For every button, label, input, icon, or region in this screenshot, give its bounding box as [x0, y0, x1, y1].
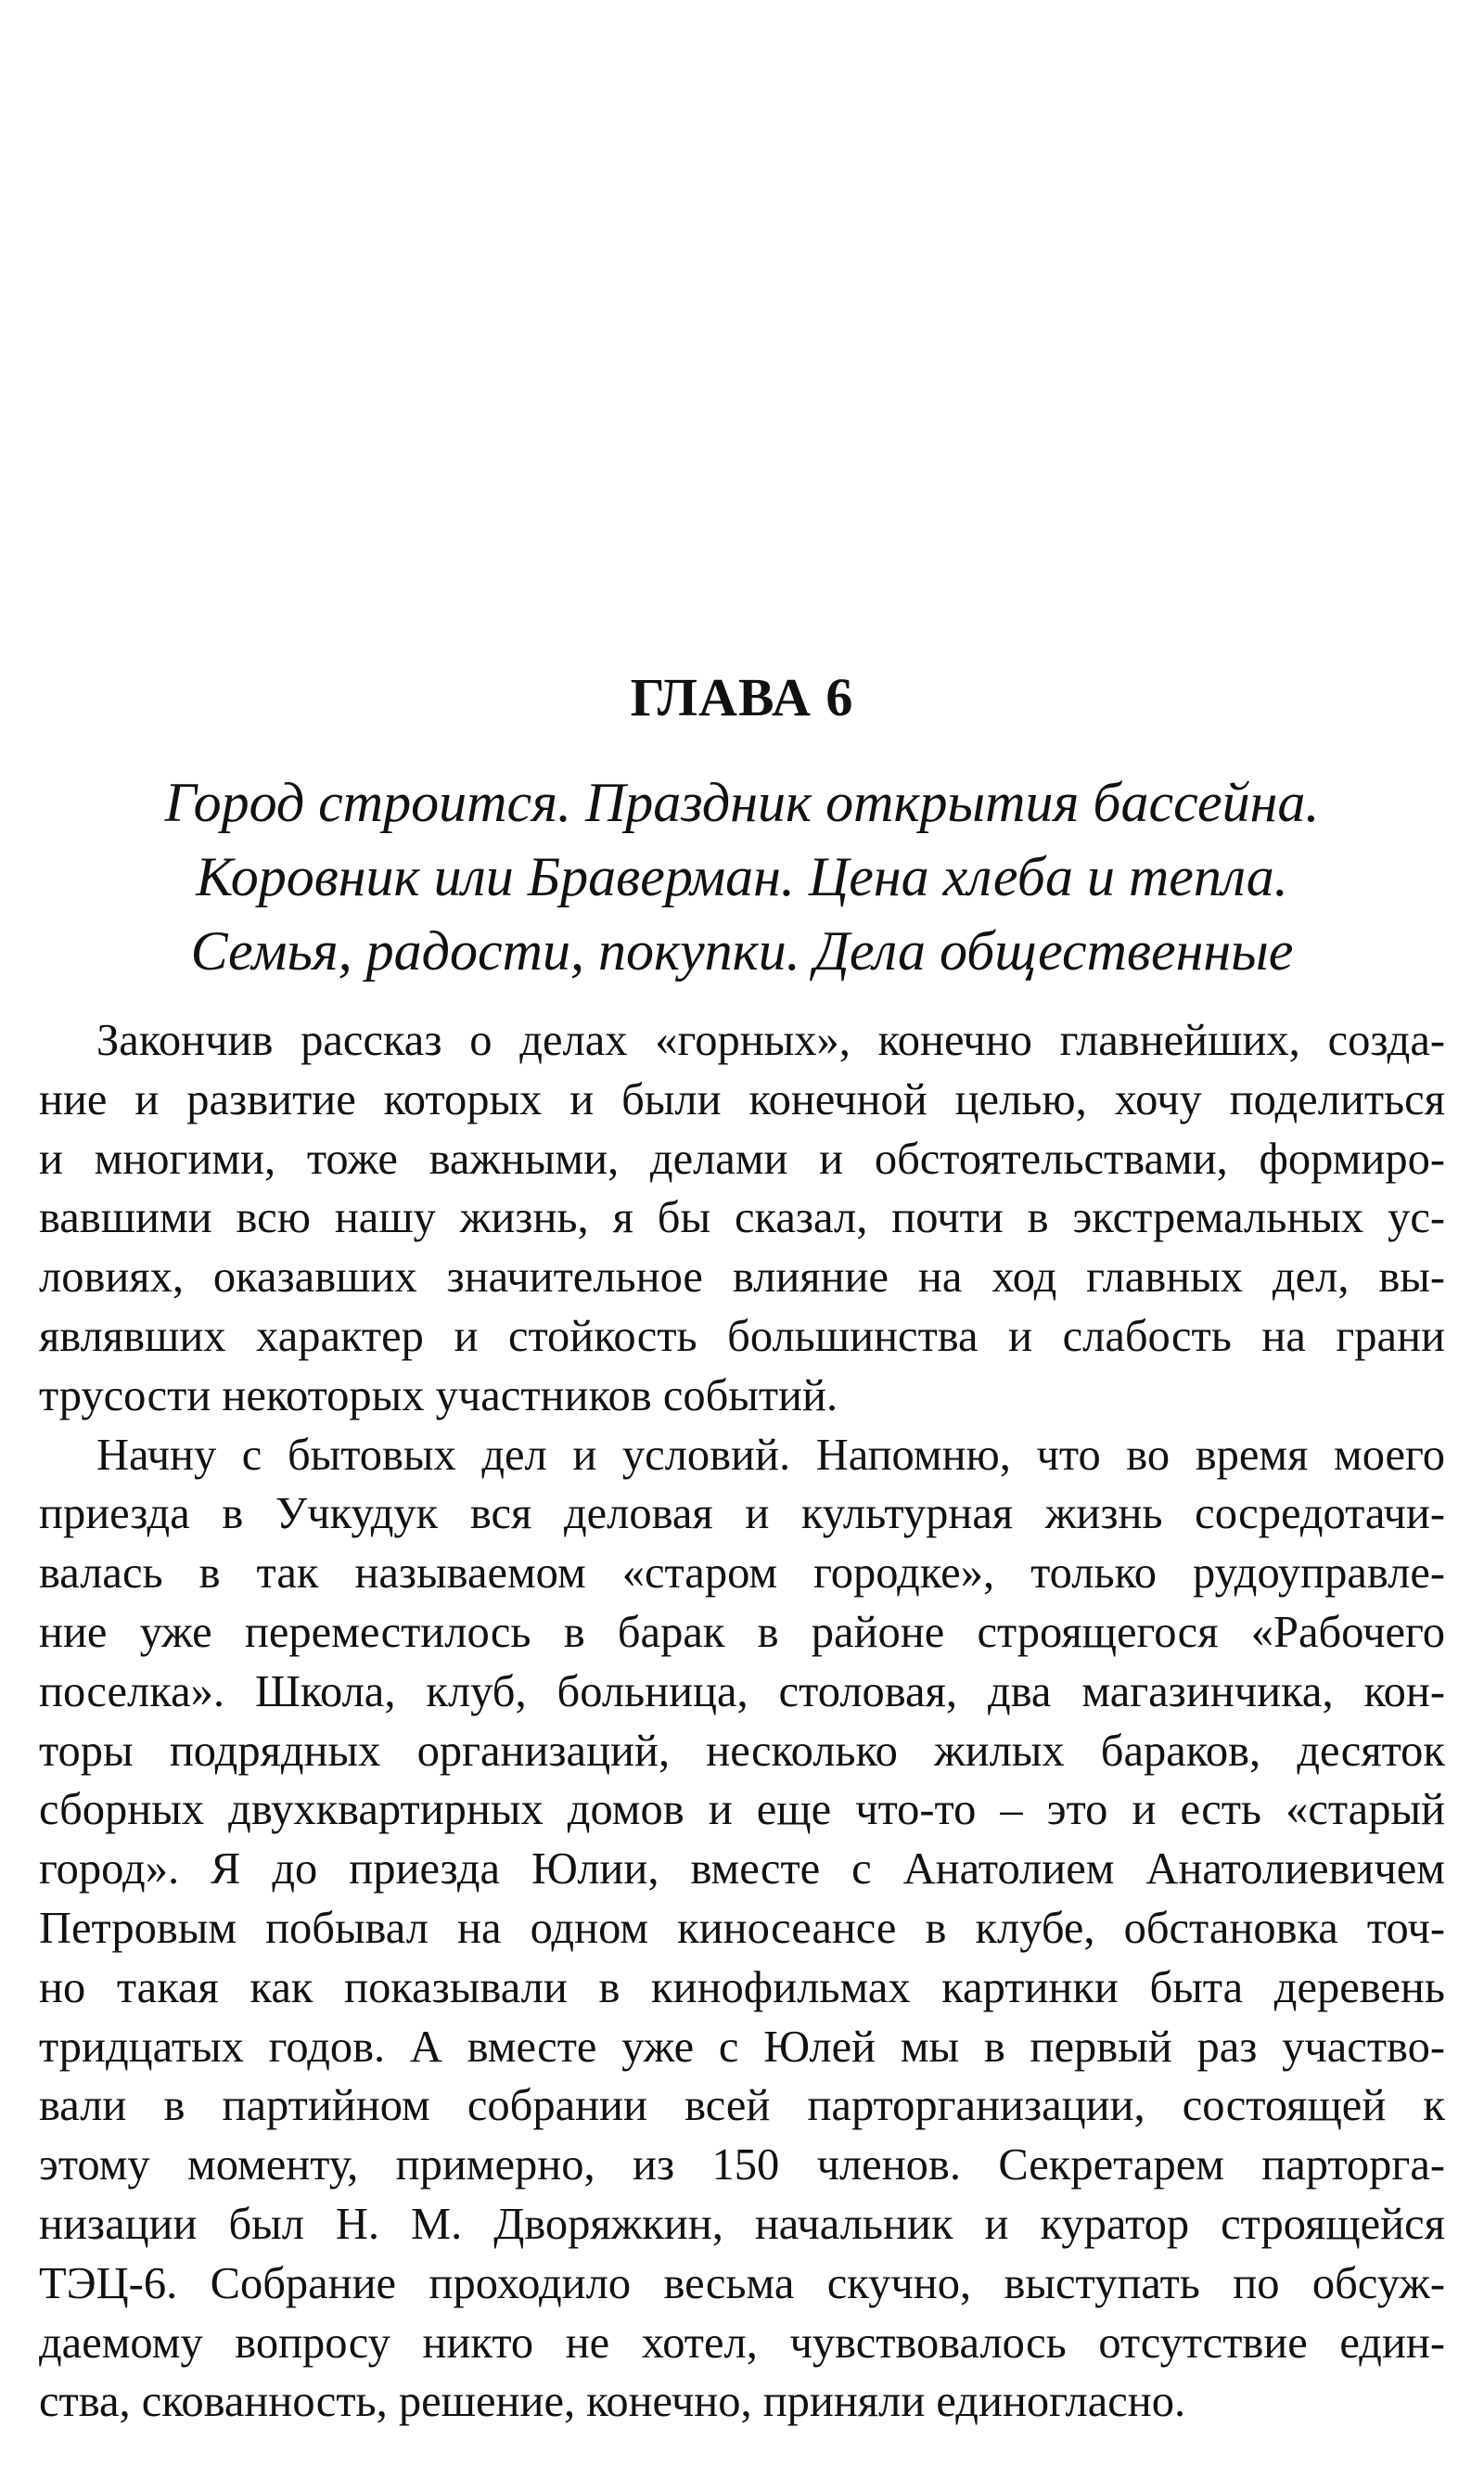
subtitle-line: Город строится. Праздник открытия бассейна.: [164, 772, 1320, 833]
text-line: этому моменту, примерно, из 150 членов. Секретарем парторга-: [39, 2140, 1445, 2190]
text-line: ние и развитие которых и были конечной целью, хочу поделиться: [39, 1074, 1445, 1124]
text-line: являвших характер и стойкость большинства и слабость на грани: [39, 1311, 1445, 1361]
text-line: ТЭЦ-6. Собрание проходило весьма скучно, выступать по обсуж-: [39, 2258, 1445, 2308]
text-line: трусости некоторых участников событий.: [39, 1370, 838, 1420]
text-line: ловиях, оказавших значительное влияние на ход главных дел, вы-: [39, 1252, 1445, 1303]
chapter-title: ГЛАВА 6: [630, 667, 854, 727]
text-line: Начну с бытовых дел и условий. Напомню, что во время моего: [96, 1430, 1445, 1480]
text-line: торы подрядных организаций, несколько жилых бараков, десяток: [39, 1726, 1445, 1776]
body-text: [39, 1011, 1445, 2432]
text-line: поселка». Школа, клуб, больница, столовая, два магазинчика, кон-: [39, 1666, 1445, 1716]
text-line: тридцатых годов. А вместе уже с Юлей мы в первый раз участво-: [39, 2022, 1445, 2072]
text-line: но такая как показывали в кинофильмах картинки быта деревень: [39, 1962, 1445, 2012]
text-line: низации был Н. М. Дворяжкин, начальник и куратор строящейся: [39, 2199, 1445, 2249]
text-line: ние уже переместилось в барак в районе строящегося «Рабочего: [39, 1607, 1445, 1657]
text-line: сборных двухквартирных домов и еще что-то – это и есть «старый: [39, 1785, 1445, 1835]
subtitle-line: Семья, радости, покупки. Дела общественные: [190, 920, 1294, 982]
text-line: Закончив рассказ о делах «горных», конечно главнейших, созда-: [96, 1016, 1445, 1065]
text-line: и многими, тоже важными, делами и обстоятельствами, формиро-: [39, 1134, 1445, 1184]
paragraph: [39, 1011, 1445, 1426]
text-line: даемому вопросу никто не хотел, чувствовалось отсутствие един-: [39, 2318, 1445, 2368]
text-line: вавшими всю нашу жизнь, я бы сказал, почти в экстремальных ус-: [39, 1193, 1445, 1243]
text-line: вали в партийном собрании всей парторганизации, состоящей к: [39, 2081, 1445, 2131]
text-line: ства, скованность, решение, конечно, приняли единогласно.: [39, 2377, 1186, 2427]
subtitle-line: Коровник или Браверман. Цена хлеба и тепла.: [196, 846, 1288, 907]
text-line: город». Я до приезда Юлии, вместе с Анатолием Анатолиевичем: [39, 1844, 1445, 1894]
text-line: Петровым побывал на одном киносеансе в клубе, обстановка точ-: [39, 1903, 1445, 1953]
text-line: приезда в Учкудук вся деловая и культурная жизнь сосредотачи-: [39, 1489, 1445, 1539]
text-line: валась в так называемом «старом городке», только рудоуправле-: [39, 1548, 1445, 1599]
paragraph: [39, 1426, 1445, 2433]
chapter-subtitle: [93, 765, 1391, 988]
